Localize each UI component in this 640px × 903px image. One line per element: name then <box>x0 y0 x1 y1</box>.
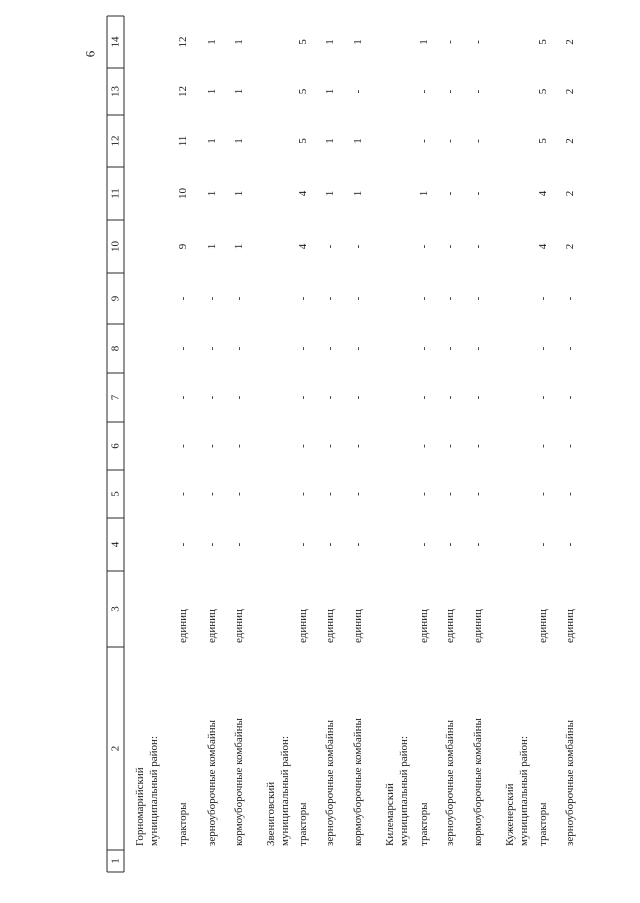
value-cell: - <box>206 542 218 547</box>
column-number: 5 <box>109 491 122 497</box>
value-cell: - <box>177 444 189 448</box>
item-name: тракторы <box>537 802 549 846</box>
value-cell: 11 <box>177 135 189 147</box>
value-cell: 1 <box>352 39 364 45</box>
table-row <box>177 37 189 847</box>
value-cell: 1 <box>206 138 218 144</box>
item-name: кормоуборочные комбайны <box>352 718 364 846</box>
district-name: Килемарский <box>384 783 396 846</box>
item-name: кормоуборочные комбайны <box>233 718 245 846</box>
value-cell: 1 <box>324 138 336 144</box>
value-cell: 5 <box>297 88 309 95</box>
value-cell: - <box>352 244 364 249</box>
value-cell: - <box>444 89 456 94</box>
value-cell: - <box>233 395 245 400</box>
value-cell: 1 <box>324 39 336 45</box>
value-cell: 5 <box>297 39 309 45</box>
item-name: кормоуборочные комбайны <box>472 718 484 846</box>
value-cell: - <box>206 444 218 448</box>
value-cell: 1 <box>324 88 336 95</box>
value-cell: - <box>444 191 456 196</box>
value-cell: - <box>418 89 430 94</box>
value-cell: - <box>444 346 456 351</box>
table-body <box>110 36 577 864</box>
value-cell: 1 <box>206 88 218 95</box>
value-cell: - <box>297 395 309 400</box>
value-cell: - <box>444 542 456 547</box>
value-cell: 4 <box>537 243 549 250</box>
column-number: 9 <box>109 295 122 302</box>
table-row <box>418 39 430 846</box>
table-row <box>564 39 576 846</box>
value-cell: - <box>324 296 336 301</box>
item-name: тракторы <box>177 802 189 846</box>
table-row <box>444 40 456 846</box>
table-row <box>233 39 245 846</box>
value-cell: - <box>418 296 430 301</box>
table-row <box>297 39 309 846</box>
value-cell: - <box>537 346 549 351</box>
value-cell: 1 <box>352 190 364 197</box>
value-cell: - <box>297 346 309 351</box>
district-name: муниципальный район: <box>148 735 160 846</box>
value-cell: - <box>206 346 218 351</box>
value-cell: - <box>472 296 484 301</box>
value-cell: - <box>444 40 456 44</box>
value-cell: - <box>472 395 484 400</box>
value-cell: - <box>472 89 484 94</box>
value-cell: - <box>472 244 484 249</box>
value-cell: - <box>324 244 336 249</box>
item-name: зерноуборочные комбайны <box>444 720 456 846</box>
value-cell: - <box>324 492 336 496</box>
value-cell: - <box>444 492 456 496</box>
value-cell: - <box>352 395 364 400</box>
value-cell: - <box>444 444 456 448</box>
value-cell: - <box>418 542 430 547</box>
item-name: зерноуборочные комбайны <box>324 720 336 846</box>
value-cell: - <box>472 444 484 448</box>
value-cell: - <box>352 444 364 448</box>
unit-cell: единиц <box>352 609 364 643</box>
unit-cell: единиц <box>472 609 484 643</box>
value-cell: - <box>537 492 549 496</box>
value-cell: - <box>324 542 336 547</box>
unit-cell: единиц <box>444 609 456 643</box>
page-number: 6 <box>82 50 98 58</box>
value-cell: - <box>472 191 484 196</box>
value-cell: - <box>418 492 430 496</box>
value-cell: 1 <box>233 39 245 45</box>
table-row <box>352 39 364 846</box>
value-cell: - <box>177 296 189 301</box>
value-cell: - <box>418 444 430 448</box>
value-cell: 10 <box>177 188 189 199</box>
value-cell: - <box>564 444 576 448</box>
value-cell: - <box>418 395 430 400</box>
value-cell: - <box>352 296 364 301</box>
value-cell: 1 <box>233 88 245 95</box>
item-name: тракторы <box>297 802 309 846</box>
value-cell: - <box>444 296 456 301</box>
district-name: муниципальный район: <box>518 735 530 846</box>
value-cell: - <box>206 296 218 301</box>
value-cell: - <box>233 492 245 496</box>
value-cell: - <box>537 542 549 547</box>
unit-cell: единиц <box>537 609 549 643</box>
item-name: тракторы <box>418 802 430 846</box>
column-number: 11 <box>109 188 122 199</box>
value-cell: - <box>564 395 576 400</box>
unit-cell: единиц <box>206 609 218 643</box>
value-cell: 1 <box>206 243 218 250</box>
district-row <box>265 736 291 846</box>
value-cell: 2 <box>564 39 576 45</box>
column-number: 13 <box>109 86 122 97</box>
value-cell: 2 <box>564 190 576 197</box>
value-cell: - <box>564 492 576 496</box>
value-cell: - <box>352 542 364 547</box>
value-cell: 12 <box>177 86 189 97</box>
value-cell: - <box>472 542 484 547</box>
value-cell: - <box>297 296 309 301</box>
unit-cell: единиц <box>324 609 336 643</box>
district-name: муниципальный район: <box>279 735 291 846</box>
value-cell: - <box>564 542 576 547</box>
unit-cell: единиц <box>418 609 430 643</box>
value-cell: - <box>324 444 336 448</box>
value-cell: - <box>352 492 364 496</box>
value-cell: 1 <box>233 243 245 250</box>
value-cell: - <box>233 296 245 301</box>
value-cell: 1 <box>324 190 336 197</box>
value-cell: 5 <box>537 138 549 144</box>
column-number: 1 <box>109 858 122 864</box>
column-number: 3 <box>109 606 122 612</box>
column-number: 4 <box>109 541 122 548</box>
column-number: 8 <box>109 345 122 352</box>
value-cell: - <box>352 346 364 351</box>
unit-cell: единиц <box>233 609 245 643</box>
value-cell: 1 <box>206 190 218 197</box>
item-name: зерноуборочные комбайны <box>206 720 218 846</box>
value-cell: - <box>472 139 484 143</box>
value-cell: - <box>297 492 309 496</box>
value-cell: 5 <box>537 88 549 95</box>
value-cell: - <box>352 89 364 94</box>
value-cell: 5 <box>297 138 309 144</box>
value-cell: - <box>418 346 430 351</box>
district-row <box>134 736 160 846</box>
value-cell: 4 <box>297 190 309 197</box>
value-cell: - <box>472 346 484 351</box>
value-cell: - <box>472 40 484 44</box>
value-cell: 2 <box>564 88 576 95</box>
value-cell: - <box>564 346 576 351</box>
item-name: зерноуборочные комбайны <box>564 720 576 846</box>
value-cell: - <box>324 395 336 400</box>
unit-cell: единиц <box>177 609 189 643</box>
district-name: Звениговский <box>265 781 277 846</box>
value-cell: - <box>444 244 456 249</box>
table-row <box>324 39 336 846</box>
value-cell: - <box>177 492 189 496</box>
district-row <box>504 736 530 846</box>
value-cell: - <box>444 395 456 400</box>
unit-cell: единиц <box>564 609 576 643</box>
value-cell: 1 <box>206 39 218 45</box>
column-number: 7 <box>109 394 122 401</box>
column-number: 12 <box>109 135 122 147</box>
value-cell: - <box>564 296 576 301</box>
value-cell: - <box>444 139 456 143</box>
column-number: 14 <box>109 36 122 48</box>
column-number: 10 <box>109 241 122 252</box>
unit-cell: единиц <box>297 609 309 643</box>
table-row <box>206 39 218 846</box>
value-cell: 5 <box>537 39 549 45</box>
value-cell: - <box>324 346 336 351</box>
value-cell: 1 <box>233 190 245 197</box>
district-name: Куженерский <box>504 783 516 846</box>
value-cell: - <box>472 492 484 496</box>
value-cell: - <box>297 542 309 547</box>
value-cell: - <box>206 492 218 496</box>
district-row <box>384 736 410 846</box>
value-cell: 4 <box>537 190 549 197</box>
value-cell: 4 <box>297 243 309 250</box>
value-cell: - <box>297 444 309 448</box>
value-cell: - <box>418 139 430 143</box>
table-row <box>472 40 484 846</box>
column-number: 6 <box>109 443 122 449</box>
value-cell: - <box>537 444 549 448</box>
value-cell: - <box>233 542 245 547</box>
value-cell: 1 <box>418 190 430 197</box>
value-cell: - <box>177 542 189 547</box>
column-number: 2 <box>109 745 122 752</box>
value-cell: - <box>206 395 218 400</box>
district-name: Горномарийский <box>134 767 146 846</box>
district-name: муниципальный район: <box>398 735 410 846</box>
value-cell: 1 <box>352 138 364 144</box>
value-cell: - <box>537 296 549 301</box>
value-cell: 9 <box>177 243 189 250</box>
value-cell: 2 <box>564 243 576 250</box>
value-cell: 2 <box>564 138 576 144</box>
value-cell: 12 <box>177 36 189 48</box>
value-cell: - <box>177 346 189 351</box>
value-cell: - <box>233 444 245 448</box>
value-cell: - <box>418 244 430 249</box>
value-cell: 1 <box>418 39 430 45</box>
value-cell: 1 <box>233 138 245 144</box>
value-cell: - <box>177 395 189 400</box>
value-cell: - <box>233 346 245 351</box>
value-cell: - <box>537 395 549 400</box>
table-row <box>537 39 549 846</box>
